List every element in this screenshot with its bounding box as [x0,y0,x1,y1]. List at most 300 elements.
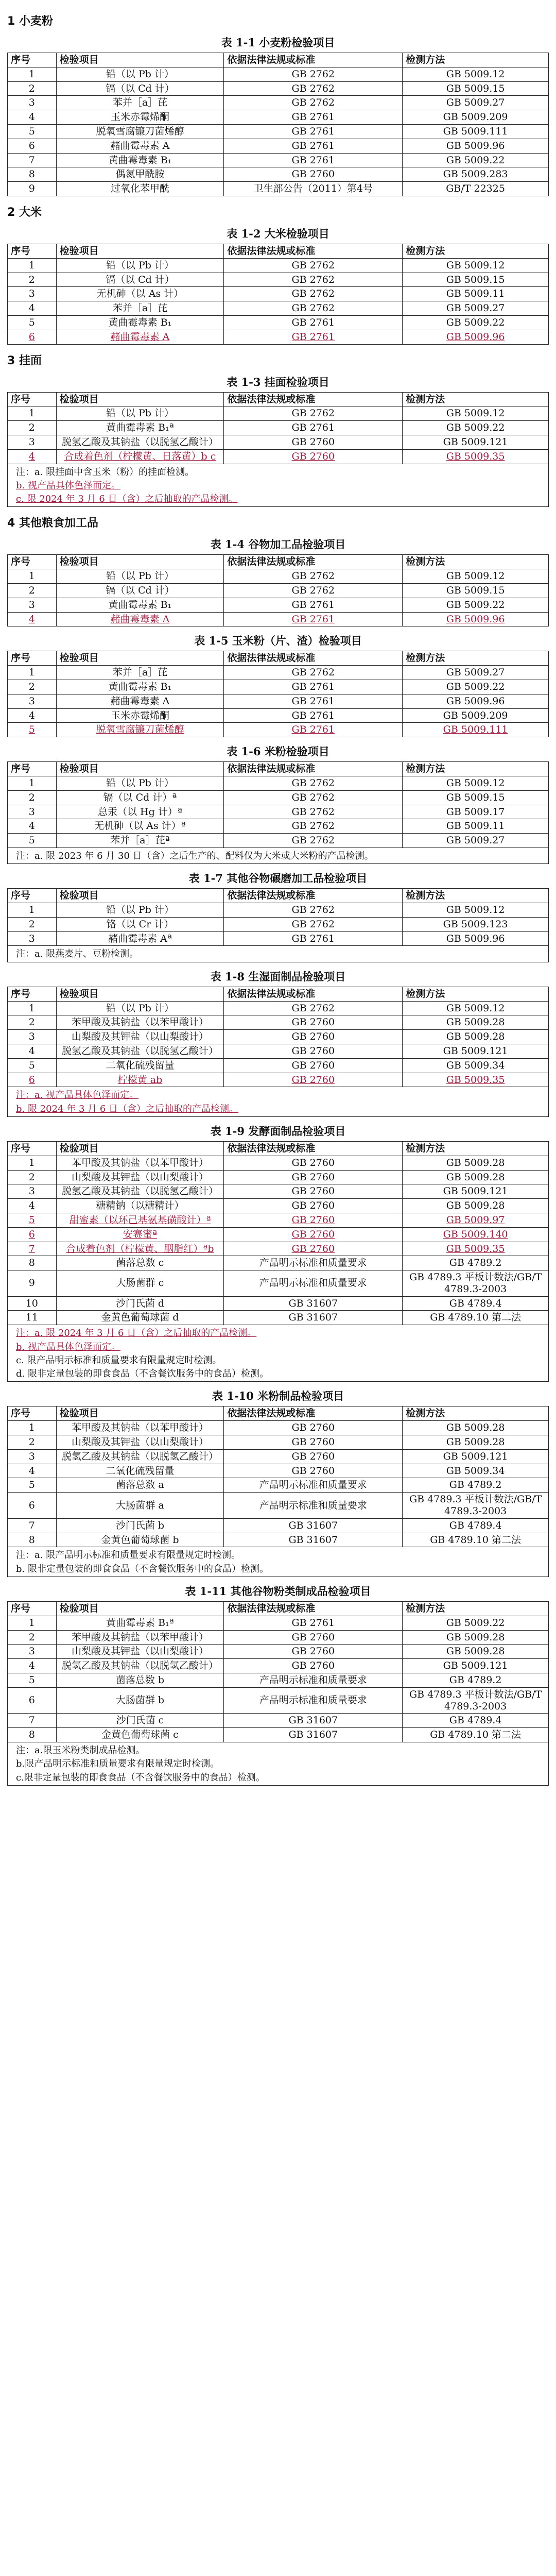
cell-no: 3 [8,1030,57,1044]
header-no: 序号 [8,555,57,569]
table-row [8,1270,549,1297]
cell-standard: GB 2762 [224,406,403,421]
table-row [8,139,549,153]
cell-item: 镉（以 Cd 计） [56,584,224,598]
cell-method: GB 4789.3 平板计数法/GB/T 4789.3-2003 [403,1270,549,1297]
cell-method: GB 5009.35 [403,1073,549,1087]
cell-standard: GB 2760 [224,435,403,449]
cell-standard: GB 2762 [224,258,403,273]
cell-no: 4 [8,301,57,316]
inspection-table [7,554,549,626]
table-row [8,258,549,273]
header-method: 检测方法 [403,1406,549,1421]
table-row [8,1659,549,1673]
cell-item: 玉米赤霉烯酮 [56,708,224,723]
table-row [8,680,549,694]
table-header-row [8,244,549,258]
cell-standard: GB 2760 [224,1421,403,1435]
cell-no: 3 [8,287,57,301]
table-row [8,694,549,708]
header-method: 检测方法 [403,555,549,569]
cell-item: 金黄色葡萄球菌 d [56,1311,224,1325]
table-title: 表 1-10 米粉制品检验项目 [212,1389,344,1403]
cell-standard: GB 2760 [224,1435,403,1450]
cell-method: GB 5009.28 [403,1156,549,1170]
cell-no: 2 [8,1630,57,1645]
cell-standard: GB 2760 [224,449,403,464]
cell-item: 苯甲酸及其钠盐（以苯甲酸计） [56,1630,224,1645]
section-title: 3 挂面 [7,354,42,367]
cell-item: 脱氢乙酸及其钠盐（以脱氢乙酸计） [56,1184,224,1199]
header-item: 检验项目 [56,651,224,666]
inspection-table [7,651,549,737]
table-row [8,1170,549,1184]
cell-no: 8 [8,1728,57,1742]
cell-no: 3 [8,694,57,708]
cell-standard: GB 2761 [224,723,403,737]
table-row [8,330,549,344]
cell-method: GB 5009.111 [403,723,549,737]
cell-item: 安赛蜜ª [56,1227,224,1242]
cell-item: 镉（以 Cd 计） [56,81,224,96]
cell-method: GB 5009.111 [403,124,549,139]
cell-standard: GB 2760 [224,1184,403,1199]
table-note: b. 视产品具体色泽而定。 [16,480,120,491]
section-title: 2 大米 [7,206,42,219]
table-title: 表 1-2 大米检验项目 [227,227,329,240]
cell-method: GB 5009.11 [403,287,549,301]
cell-item: 无机砷（以 As 计）ª [56,819,224,834]
table-row [8,1673,549,1688]
inspection-table [7,244,549,345]
cell-no: 2 [8,81,57,96]
cell-no: 7 [8,1714,57,1728]
cell-item: 铅（以 Pb 计） [56,1001,224,1015]
cell-standard: GB 2762 [224,569,403,584]
header-method: 检测方法 [403,762,549,776]
cell-standard: 产品明示标准和质量要求 [224,1673,403,1688]
cell-standard: GB 2762 [224,903,403,918]
cell-no: 5 [8,315,57,330]
cell-method: GB 5009.27 [403,666,549,680]
table-header-row [8,53,549,67]
cell-standard: GB 2762 [224,805,403,819]
table-row [8,1227,549,1242]
cell-method: GB 5009.15 [403,584,549,598]
table-note: 注：a. 限挂面中含玉米（粉）的挂面检测。 [16,466,195,478]
cell-method: GB 5009.12 [403,406,549,421]
table-header-row [8,1602,549,1616]
cell-standard: 产品明示标准和质量要求 [224,1687,403,1714]
table-row [8,406,549,421]
inspection-table [7,987,549,1088]
cell-standard: GB 2760 [224,1030,403,1044]
table-row [8,1256,549,1270]
cell-standard: GB 2762 [224,790,403,805]
table-row [8,301,549,316]
header-item: 检验项目 [56,762,224,776]
table-note: 注：a. 限 2024 年 3 月 6 日（含）之后抽取的产品检测。 [16,1328,257,1339]
cell-method: GB 4789.4 [403,1714,549,1728]
cell-standard: GB 31607 [224,1714,403,1728]
table-header-row [8,392,549,406]
table-title: 表 1-4 谷物加工品检验项目 [210,538,346,551]
cell-item: 金黄色葡萄球菌 b [56,1533,224,1547]
cell-item: 玉米赤霉烯酮 [56,110,224,125]
header-item: 检验项目 [56,987,224,1001]
inspection-table [7,1601,549,1742]
cell-no: 2 [8,1170,57,1184]
table-note: c.限非定量包装的即食食品（不含餐饮服务中的食品）检测。 [16,1772,265,1783]
cell-standard: GB 2762 [224,917,403,931]
cell-standard: GB 2761 [224,421,403,435]
cell-item: 二氧化硫残留量 [56,1464,224,1478]
table-row [8,287,549,301]
cell-no: 1 [8,1001,57,1015]
header-standard: 依据法律法规或标准 [224,987,403,1001]
cell-method: GB 5009.17 [403,805,549,819]
table-row [8,584,549,598]
table-row [8,153,549,167]
cell-method: GB 5009.12 [403,1001,549,1015]
cell-item: 糖精钠（以糖精计） [56,1199,224,1213]
cell-standard: GB 2760 [224,1449,403,1464]
table-row [8,1645,549,1659]
cell-method: GB 5009.28 [403,1435,549,1450]
header-standard: 依据法律法规或标准 [224,392,403,406]
table-row [8,1464,549,1478]
cell-method: GB 5009.35 [403,1242,549,1256]
cell-standard: 卫生部公告（2011）第4号 [224,182,403,196]
table-title: 表 1-6 米粉检验项目 [227,745,329,758]
header-no: 序号 [8,762,57,776]
cell-method: GB 5009.35 [403,449,549,464]
table-row [8,612,549,626]
cell-no: 2 [8,790,57,805]
cell-item: 无机砷（以 As 计） [56,287,224,301]
table-row [8,421,549,435]
cell-item: 甜蜜素（以环己基氨基磺酸计）ª [56,1213,224,1227]
cell-item: 合成着色剂（柠檬黄、日落黄）b c [56,449,224,464]
cell-standard: GB 2760 [224,167,403,182]
table-header-row [8,1406,549,1421]
cell-no: 5 [8,1673,57,1688]
cell-standard: GB 2761 [224,612,403,626]
header-item: 检验项目 [56,1141,224,1156]
cell-no: 1 [8,406,57,421]
table-row [8,1184,549,1199]
cell-standard: GB 2762 [224,666,403,680]
table-row [8,1001,549,1015]
cell-no: 2 [8,1435,57,1450]
cell-item: 苯甲酸及其钠盐（以苯甲酸计） [56,1156,224,1170]
table-row [8,819,549,834]
cell-no: 2 [8,917,57,931]
cell-method: GB 5009.209 [403,708,549,723]
table-row [8,1493,549,1519]
table-row [8,917,549,931]
header-standard: 依据法律法规或标准 [224,762,403,776]
cell-item: 苯并［a］芘 [56,666,224,680]
inspection-table [7,53,549,196]
cell-method: GB 5009.140 [403,1227,549,1242]
header-no: 序号 [8,1141,57,1156]
cell-standard: GB 2760 [224,1630,403,1645]
cell-method: GB 5009.12 [403,67,549,81]
table-row [8,1687,549,1714]
cell-no: 2 [8,273,57,287]
cell-no: 1 [8,569,57,584]
header-no: 序号 [8,1406,57,1421]
cell-item: 山梨酸及其钾盐（以山梨酸计） [56,1645,224,1659]
cell-standard: GB 2761 [224,315,403,330]
cell-item: 黄曲霉毒素 B₁ [56,153,224,167]
header-item: 检验项目 [56,1406,224,1421]
cell-no: 1 [8,1421,57,1435]
table-row [8,805,549,819]
cell-no: 1 [8,776,57,790]
cell-no: 10 [8,1296,57,1311]
cell-item: 赭曲霉毒素 A [56,612,224,626]
header-method: 检测方法 [403,1141,549,1156]
cell-method: GB 5009.121 [403,1184,549,1199]
cell-item: 赭曲霉毒素 A [56,694,224,708]
cell-item: 铬（以 Cr 计） [56,917,224,931]
cell-standard: GB 2762 [224,96,403,110]
cell-no: 6 [8,139,57,153]
cell-item: 山梨酸及其钾盐（以山梨酸计） [56,1030,224,1044]
cell-standard: GB 2760 [224,1058,403,1073]
cell-method: GB 4789.4 [403,1518,549,1533]
table-row [8,67,549,81]
cell-standard: GB 2761 [224,110,403,125]
cell-item: 山梨酸及其钾盐（以山梨酸计） [56,1435,224,1450]
table-row [8,96,549,110]
table-note: c. 限 2024 年 3 月 6 日（含）之后抽取的产品检测。 [16,494,238,505]
table-row [8,776,549,790]
cell-standard: GB 2761 [224,694,403,708]
cell-method: GB 5009.121 [403,435,549,449]
cell-standard: 产品明示标准和质量要求 [224,1478,403,1493]
header-item: 检验项目 [56,244,224,258]
cell-method: GB 5009.12 [403,258,549,273]
table-row [8,1030,549,1044]
table-row [8,315,549,330]
cell-no: 3 [8,435,57,449]
cell-no: 6 [8,1227,57,1242]
cell-method: GB 4789.10 第二法 [403,1533,549,1547]
cell-no: 4 [8,1464,57,1478]
header-standard: 依据法律法规或标准 [224,1141,403,1156]
header-method: 检测方法 [403,53,549,67]
cell-method: GB 5009.15 [403,790,549,805]
cell-no: 2 [8,680,57,694]
cell-no: 4 [8,1044,57,1058]
table-row [8,449,549,464]
cell-item: 菌落总数 b [56,1673,224,1688]
cell-item: 脱氢乙酸及其钠盐（以脱氢乙酸计） [56,1044,224,1058]
cell-method: GB 5009.27 [403,834,549,848]
cell-item: 黄曲霉毒素 B₁ [56,315,224,330]
cell-no: 1 [8,258,57,273]
cell-method: GB 5009.96 [403,330,549,344]
cell-no: 4 [8,110,57,125]
cell-standard: 产品明示标准和质量要求 [224,1256,403,1270]
cell-method: GB 4789.2 [403,1256,549,1270]
cell-standard: GB 2760 [224,1199,403,1213]
table-header-row [8,889,549,903]
table-row [8,182,549,196]
table-notes [7,1547,549,1577]
inspection-table [7,1406,549,1547]
cell-item: 大肠菌群 c [56,1270,224,1297]
cell-item: 镉（以 Cd 计）ª [56,790,224,805]
cell-item: 金黄色葡萄球菌 c [56,1728,224,1742]
table-title: 表 1-5 玉米粉（片、渣）检验项目 [194,634,362,648]
header-item: 检验项目 [56,555,224,569]
cell-standard: 产品明示标准和质量要求 [224,1493,403,1519]
cell-item: 铅（以 Pb 计） [56,406,224,421]
cell-item: 苯并［a］芘 [56,301,224,316]
cell-standard: GB 2762 [224,584,403,598]
cell-standard: GB 2761 [224,598,403,612]
cell-method: GB 5009.123 [403,917,549,931]
cell-method: GB 5009.28 [403,1645,549,1659]
cell-method: GB 5009.22 [403,680,549,694]
cell-standard: GB 2760 [224,1659,403,1673]
cell-item: 大肠菌群 a [56,1493,224,1519]
table-row [8,124,549,139]
cell-no: 5 [8,723,57,737]
cell-item: 山梨酸及其钾盐（以山梨酸计） [56,1170,224,1184]
cell-standard: 产品明示标准和质量要求 [224,1270,403,1297]
table-row [8,167,549,182]
cell-standard: GB 2761 [224,680,403,694]
cell-no: 4 [8,819,57,834]
cell-standard: GB 2761 [224,124,403,139]
cell-method: GB 5009.28 [403,1630,549,1645]
header-no: 序号 [8,1602,57,1616]
cell-method: GB 5009.96 [403,139,549,153]
cell-standard: GB 2760 [224,1242,403,1256]
table-row [8,1435,549,1450]
table-row [8,666,549,680]
table-title: 表 1-3 挂面检验项目 [227,375,329,388]
cell-method: GB 4789.2 [403,1478,549,1493]
cell-method: GB 5009.96 [403,694,549,708]
cell-standard: GB 31607 [224,1518,403,1533]
cell-no: 8 [8,1256,57,1270]
table-row [8,1728,549,1742]
cell-method: GB 4789.4 [403,1296,549,1311]
cell-standard: GB 2760 [224,1044,403,1058]
cell-method: GB 5009.97 [403,1213,549,1227]
cell-item: 铅（以 Pb 计） [56,903,224,918]
cell-standard: GB 2760 [224,1645,403,1659]
cell-method: GB 5009.28 [403,1170,549,1184]
header-method: 检测方法 [403,1602,549,1616]
cell-item: 赭曲霉毒素 Aª [56,931,224,946]
table-header-row [8,555,549,569]
cell-no: 1 [8,903,57,918]
header-method: 检测方法 [403,889,549,903]
section-title: 4 其他粮食加工品 [7,517,98,530]
cell-item: 合成着色剂（柠檬黄、胭脂红）ªb [56,1242,224,1256]
cell-no: 5 [8,124,57,139]
cell-no: 3 [8,805,57,819]
table-row [8,708,549,723]
cell-standard: GB 31607 [224,1296,403,1311]
cell-standard: GB 2762 [224,301,403,316]
table-row [8,1616,549,1630]
table-note: b.限产品明示标准和质量要求有限量规定时检测。 [16,1758,220,1770]
table-row [8,903,549,918]
cell-method: GB 5009.22 [403,315,549,330]
cell-item: 脱氢乙酸及其钠盐（以脱氢乙酸计） [56,1659,224,1673]
inspection-table [7,761,549,848]
cell-method: GB 5009.12 [403,776,549,790]
table-row [8,1058,549,1073]
cell-no: 4 [8,612,57,626]
cell-method: GB 5009.209 [403,110,549,125]
cell-item: 赭曲霉毒素 A [56,330,224,344]
table-note: 注：a. 限产品明示标准和质量要求有限量规定时检测。 [16,1550,241,1561]
cell-no: 1 [8,666,57,680]
table-header-row [8,1141,549,1156]
cell-method: GB 5009.96 [403,931,549,946]
cell-no: 3 [8,1449,57,1464]
cell-standard: GB 2761 [224,1616,403,1630]
cell-standard: GB 2760 [224,1015,403,1030]
cell-item: 偶氮甲酰胺 [56,167,224,182]
table-row [8,1213,549,1227]
cell-standard: GB 2761 [224,139,403,153]
cell-item: 脱氧雪腐镰刀菌烯醇 [56,124,224,139]
header-item: 检验项目 [56,392,224,406]
inspection-table [7,392,549,464]
cell-item: 总汞（以 Hg 计）ª [56,805,224,819]
cell-item: 铅（以 Pb 计） [56,67,224,81]
header-standard: 依据法律法规或标准 [224,1406,403,1421]
table-row [8,931,549,946]
cell-standard: GB 2762 [224,819,403,834]
cell-no: 1 [8,1616,57,1630]
cell-item: 黄曲霉毒素 B₁ª [56,421,224,435]
table-note: d. 限非定量包装的即食食品（不含餐饮服务中的食品）检测。 [16,1368,269,1380]
table-row [8,1015,549,1030]
header-no: 序号 [8,987,57,1001]
cell-item: 大肠菌群 b [56,1687,224,1714]
cell-item: 菌落总数 a [56,1478,224,1493]
cell-method: GB 5009.27 [403,301,549,316]
header-no: 序号 [8,244,57,258]
table-row [8,1156,549,1170]
cell-method: GB 5009.12 [403,569,549,584]
cell-no: 2 [8,421,57,435]
cell-method: GB 5009.22 [403,1616,549,1630]
table-header-row [8,651,549,666]
table-row [8,598,549,612]
header-method: 检测方法 [403,651,549,666]
cell-item: 二氧化硫残留量 [56,1058,224,1073]
table-row [8,1449,549,1464]
cell-method: GB 5009.15 [403,273,549,287]
table-note: c. 限产品明示标准和质量要求有限量规定时检测。 [16,1354,222,1366]
cell-standard: GB 2762 [224,834,403,848]
header-method: 检测方法 [403,987,549,1001]
cell-no: 4 [8,708,57,723]
cell-standard: GB 2761 [224,330,403,344]
